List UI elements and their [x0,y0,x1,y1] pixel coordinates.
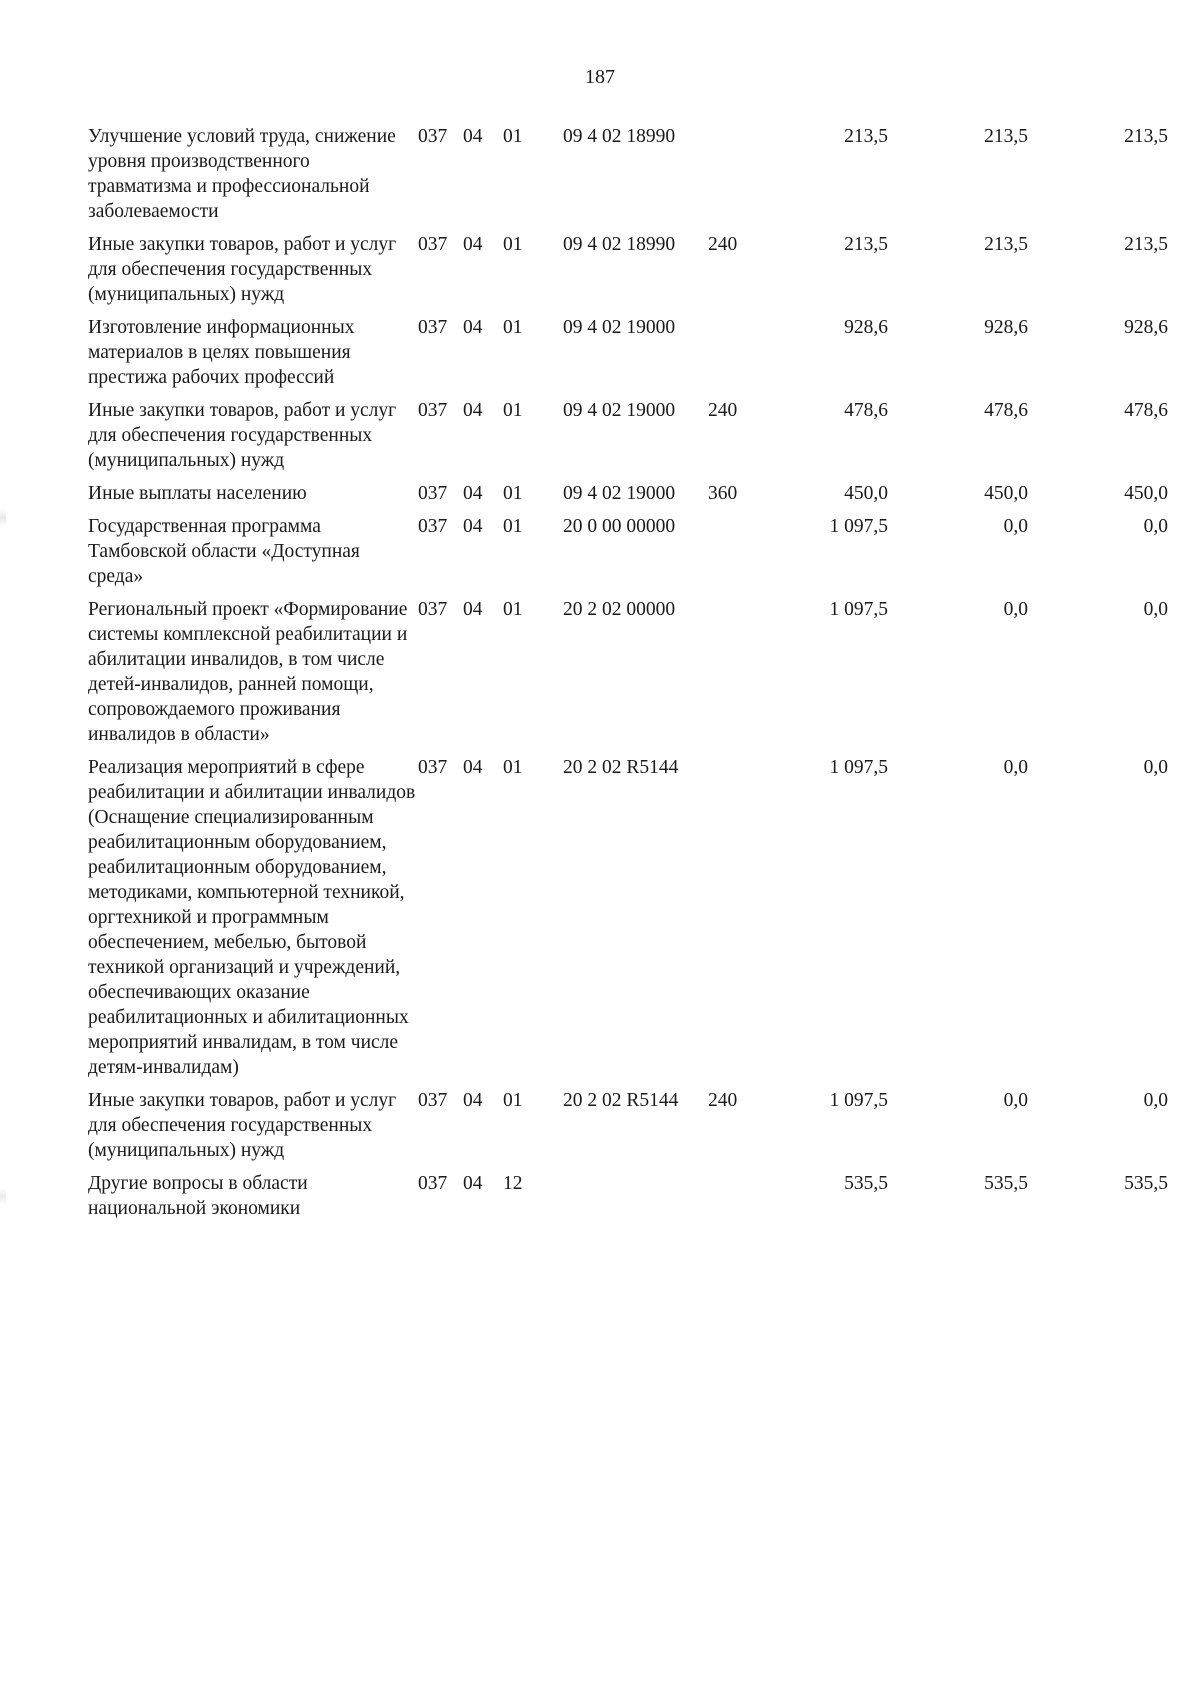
target-article-code: 20 2 02 00000 [563,599,676,620]
row-name: Изготовление информационных материалов в целях повышения престижа рабочих профессий [88,317,355,388]
amount-year-3: 535,5 [1124,1173,1168,1194]
amount-year-1: 1 097,5 [829,516,888,537]
row-name: Региональный проект «Формирование системы комплексной реабилитации и абилитации инвалидов, в том числе детей-инвалидов, ранней помощи, сопровождаемого проживания инвалидов в области» [88,599,408,745]
grbs-code: 037 [418,400,448,421]
amount-year-1: 450,0 [844,483,888,504]
target-article-code: 09 4 02 19000 [563,317,676,338]
section-code: 04 [463,599,483,620]
section-code: 04 [463,757,483,778]
amount-year-1: 213,5 [844,234,888,255]
target-article-code: 09 4 02 19000 [563,483,676,504]
grbs-code: 037 [418,126,448,147]
section-code: 04 [463,483,483,504]
amount-year-2: 928,6 [984,317,1028,338]
target-article-code [563,1171,708,1229]
expense-type-code [708,1171,768,1229]
section-code: 04 [463,1090,483,1111]
grbs-code: 037 [418,483,448,504]
amount-year-2: 213,5 [984,234,1028,255]
amount-year-2: 0,0 [1003,599,1028,620]
subsection-code: 01 [503,1090,523,1111]
budget-table-body [88,124,1168,1229]
amount-year-3: 0,0 [1143,1090,1168,1111]
grbs-code: 037 [418,757,448,778]
grbs-code: 037 [418,317,448,338]
table-row [88,1088,1168,1171]
row-name: Иные закупки товаров, работ и услуг для обеспечения государственных (муниципальных) нужд [88,1090,397,1161]
amount-year-2: 0,0 [1003,757,1028,778]
amount-year-3: 0,0 [1143,516,1168,537]
section-code: 04 [463,317,483,338]
row-name: Реализация мероприятий в сфере реабилитации и абилитации инвалидов (Оснащение специализированным реабилитационным оборудованием, реабилитационным оборудованием, методиками, компьютерной техникой, оргтехникой и программным обеспечением, мебелью, бытовой техникой организаций и учреждений, обеспечивающих оказание реабилитационных и абилитационных мероприятий инвалидам, в том числе детям-инвалидам) [88,757,416,1078]
grbs-code: 037 [418,1090,448,1111]
section-code: 04 [463,400,483,421]
row-name: Государственная программа Тамбовской области «Доступная среда» [88,516,360,587]
amount-year-1: 1 097,5 [829,757,888,778]
expense-type-code [708,597,768,755]
expense-type-code [708,124,768,232]
subsection-code: 12 [503,1173,523,1194]
amount-year-3: 450,0 [1124,483,1168,504]
row-name: Иные выплаты населению [88,483,307,504]
target-article-code: 09 4 02 19000 [563,400,676,421]
amount-year-3: 478,6 [1124,400,1168,421]
table-row [88,1171,1168,1229]
expense-type-code: 240 [708,1090,738,1111]
subsection-code: 01 [503,757,523,778]
table-row [88,315,1168,398]
amount-year-3: 0,0 [1143,757,1168,778]
amount-year-3: 928,6 [1124,317,1168,338]
amount-year-2: 478,6 [984,400,1028,421]
table-row [88,232,1168,315]
grbs-code: 037 [418,1173,448,1194]
subsection-code: 01 [503,483,523,504]
table-row [88,597,1168,755]
subsection-code: 01 [503,599,523,620]
amount-year-2: 213,5 [984,126,1028,147]
amount-year-2: 0,0 [1003,1090,1028,1111]
section-code: 04 [463,1173,483,1194]
table-row [88,481,1168,514]
expense-type-code: 360 [708,483,738,504]
table-row [88,755,1168,1088]
table-row [88,124,1168,232]
amount-year-1: 1 097,5 [829,599,888,620]
expense-type-code: 240 [708,400,738,421]
table-row [88,398,1168,481]
row-name: Другие вопросы в области национальной экономики [88,1173,308,1219]
amount-year-3: 213,5 [1124,234,1168,255]
section-code: 04 [463,516,483,537]
amount-year-1: 928,6 [844,317,888,338]
amount-year-1: 535,5 [844,1173,888,1194]
subsection-code: 01 [503,516,523,537]
expense-type-code [708,514,768,597]
section-code: 04 [463,126,483,147]
target-article-code: 20 2 02 R5144 [563,1090,679,1111]
scan-edge [0,0,6,1697]
section-code: 04 [463,234,483,255]
amount-year-2: 0,0 [1003,516,1028,537]
grbs-code: 037 [418,516,448,537]
page-number: 187 [585,66,615,88]
amount-year-1: 478,6 [844,400,888,421]
row-name: Улучшение условий труда, снижение уровня производственного травматизма и профессиональной заболеваемости [88,126,396,222]
table-row [88,514,1168,597]
row-name: Иные закупки товаров, работ и услуг для обеспечения государственных (муниципальных) нужд [88,234,397,305]
target-article-code: 20 2 02 R5144 [563,757,679,778]
amount-year-3: 213,5 [1124,126,1168,147]
expense-type-code: 240 [708,234,738,255]
amount-year-2: 535,5 [984,1173,1028,1194]
amount-year-1: 213,5 [844,126,888,147]
subsection-code: 01 [503,317,523,338]
amount-year-1: 1 097,5 [829,1090,888,1111]
grbs-code: 037 [418,234,448,255]
target-article-code: 09 4 02 18990 [563,234,676,255]
expense-type-code [708,315,768,398]
subsection-code: 01 [503,126,523,147]
subsection-code: 01 [503,234,523,255]
grbs-code: 037 [418,599,448,620]
expense-type-code [708,755,768,1088]
amount-year-2: 450,0 [984,483,1028,504]
budget-table [88,124,1168,1229]
target-article-code: 20 0 00 00000 [563,516,676,537]
amount-year-3: 0,0 [1143,599,1168,620]
subsection-code: 01 [503,400,523,421]
row-name: Иные закупки товаров, работ и услуг для обеспечения государственных (муниципальных) нужд [88,400,397,471]
target-article-code: 09 4 02 18990 [563,126,676,147]
